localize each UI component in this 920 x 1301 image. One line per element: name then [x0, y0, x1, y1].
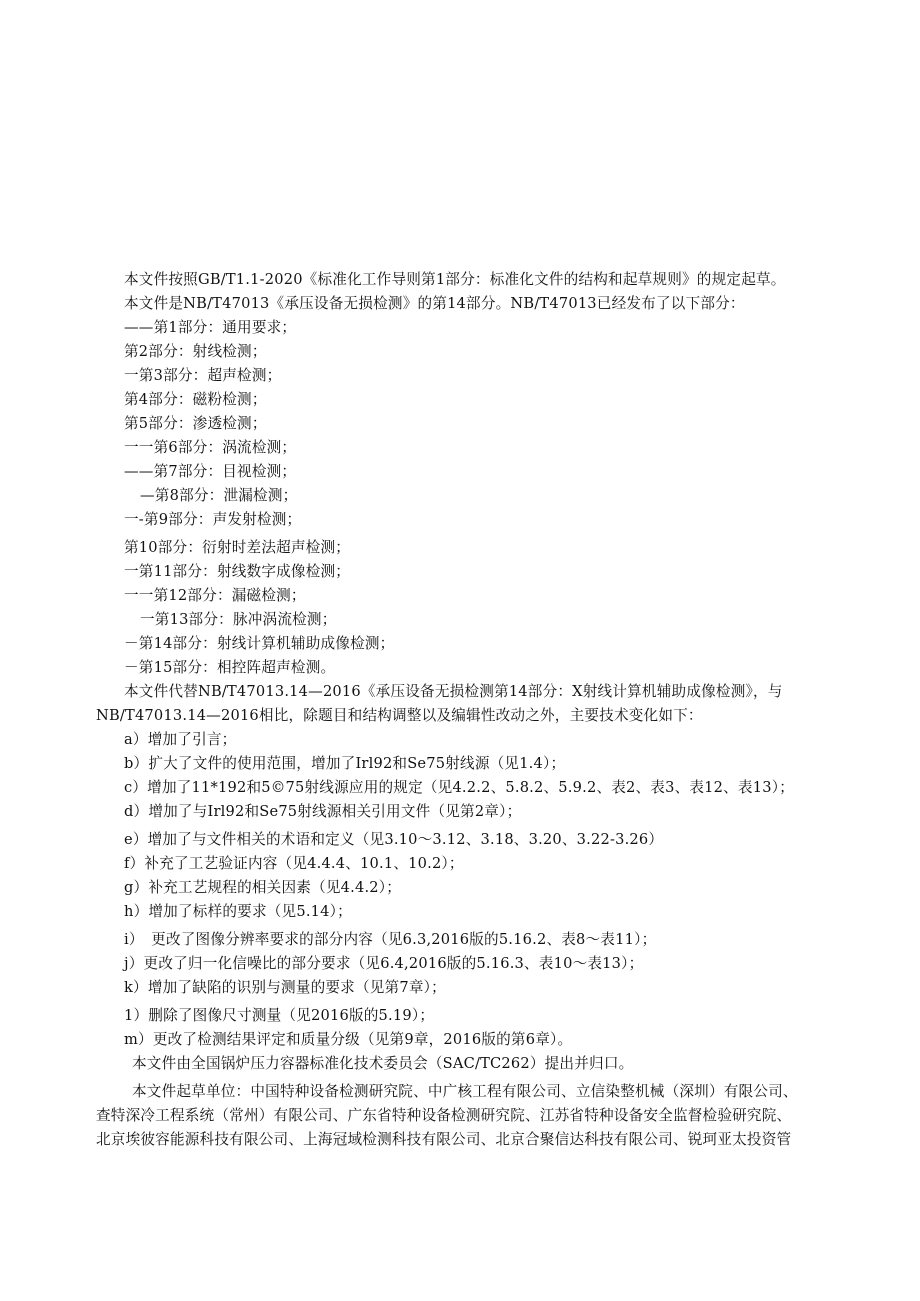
change-item: b）扩大了文件的使用范围，增加了Irl92和Se75射线源（见1.4）；	[124, 755, 566, 772]
change-item: h）增加了标样的要求（见5.14）；	[124, 903, 352, 920]
drafting-units-line-1: 本文件起草单位：中国特种设备检测研究院、中广核工程有限公司、立信染整机械（深圳）有限公司、	[132, 1083, 798, 1100]
part-item: 第4部分：磁粉检测；	[124, 391, 267, 408]
change-item: 1）删除了图像尺寸测量（见2016版的5.19）；	[124, 1007, 435, 1024]
change-item: e）增加了与文件相关的术语和定义（见3.10～3.12、3.18、3.20、3.22-3.26）	[124, 831, 664, 848]
part-item: 一第13部分：脉冲涡流检测；	[140, 611, 337, 628]
change-item: j）更改了归一化信噪比的部分要求（见6.4,2016版的5.16.3、表10～表13）；	[124, 955, 644, 972]
proposed-statement: 本文件由全国锅炉压力容器标准化技术委员会（SAC/TC262）提出并归口。	[132, 1055, 634, 1072]
change-item: a）增加了引言；	[124, 731, 237, 748]
part-item: ——第7部分：目视检测；	[124, 463, 297, 480]
part-item: 一-第9部分：声发射检测；	[124, 511, 302, 528]
change-item: g）补充工艺规程的相关因素（见4.4.2）；	[124, 879, 402, 896]
part-item: —第8部分：泄漏检测；	[140, 487, 298, 504]
part-item: ——第1部分：通用要求；	[124, 319, 297, 336]
part-item: 第2部分：射线检测；	[124, 343, 267, 360]
change-item: i） 更改了图像分辨率要求的部分内容（见6.3,2016版的5.16.2、表8～表11）；	[124, 931, 657, 948]
part-item: 一第3部分：超声检测；	[124, 367, 282, 384]
drafting-units-line-3: 北京埃彼容能源科技有限公司、上海冠域检测科技有限公司、北京合聚信达科技有限公司、锐珂亚太投资管	[96, 1131, 792, 1148]
change-item: d）增加了与Irl92和Se75射线源相关引用文件（见第2章）；	[124, 803, 522, 820]
intro-paragraph-1: 本文件按照GB/T1.1-2020《标准化工作导则第1部分：标准化文件的结构和起草规则》的规定起草。	[124, 271, 786, 288]
part-item: 第5部分：渗透检测；	[124, 415, 267, 432]
drafting-units-line-2: 查特深冷工程系统（常州）有限公司、广东省特种设备检测研究院、江苏省特种设备安全监督检验研究院、	[96, 1107, 792, 1124]
change-item: m）更改了检测结果评定和质量分级（见第9章，2016版的第6章）。	[124, 1031, 573, 1048]
part-item: －第14部分：射线计算机辅助成像检测；	[124, 635, 395, 652]
replacement-line-2: NB/T47013.14—2016相比，除题目和结构调整以及编辑性改动之外，主要技术变化如下：	[96, 707, 703, 724]
replacement-line-1: 本文件代替NB/T47013.14—2016《承压设备无损检测第14部分：X射线计算机辅助成像检测》，与	[124, 683, 783, 700]
part-item: 一第11部分：射线数字成像检测；	[124, 563, 351, 580]
intro-paragraph-2: 本文件是NB/T47013《承压设备无损检测》的第14部分。NB/T47013已经发布了以下部分：	[124, 295, 745, 312]
change-item: f）补充了工艺验证内容（见4.4.4、10.1、10.2）；	[124, 855, 464, 872]
part-item: 一一第12部分：漏磁检测；	[124, 587, 306, 604]
part-item: 一一第6部分：涡流检测；	[124, 439, 297, 456]
part-item: 第10部分：衍射时差法超声检测；	[124, 539, 351, 556]
change-item: c）增加了11*192和5©75射线源应用的规定（见4.2.2、5.8.2、5.9.2、表2、表3、表12、表13）；	[124, 779, 794, 796]
change-item: k）增加了缺陷的识别与测量的要求（见第7章）；	[124, 979, 446, 996]
part-item: －第15部分：相控阵超声检测。	[124, 659, 336, 676]
